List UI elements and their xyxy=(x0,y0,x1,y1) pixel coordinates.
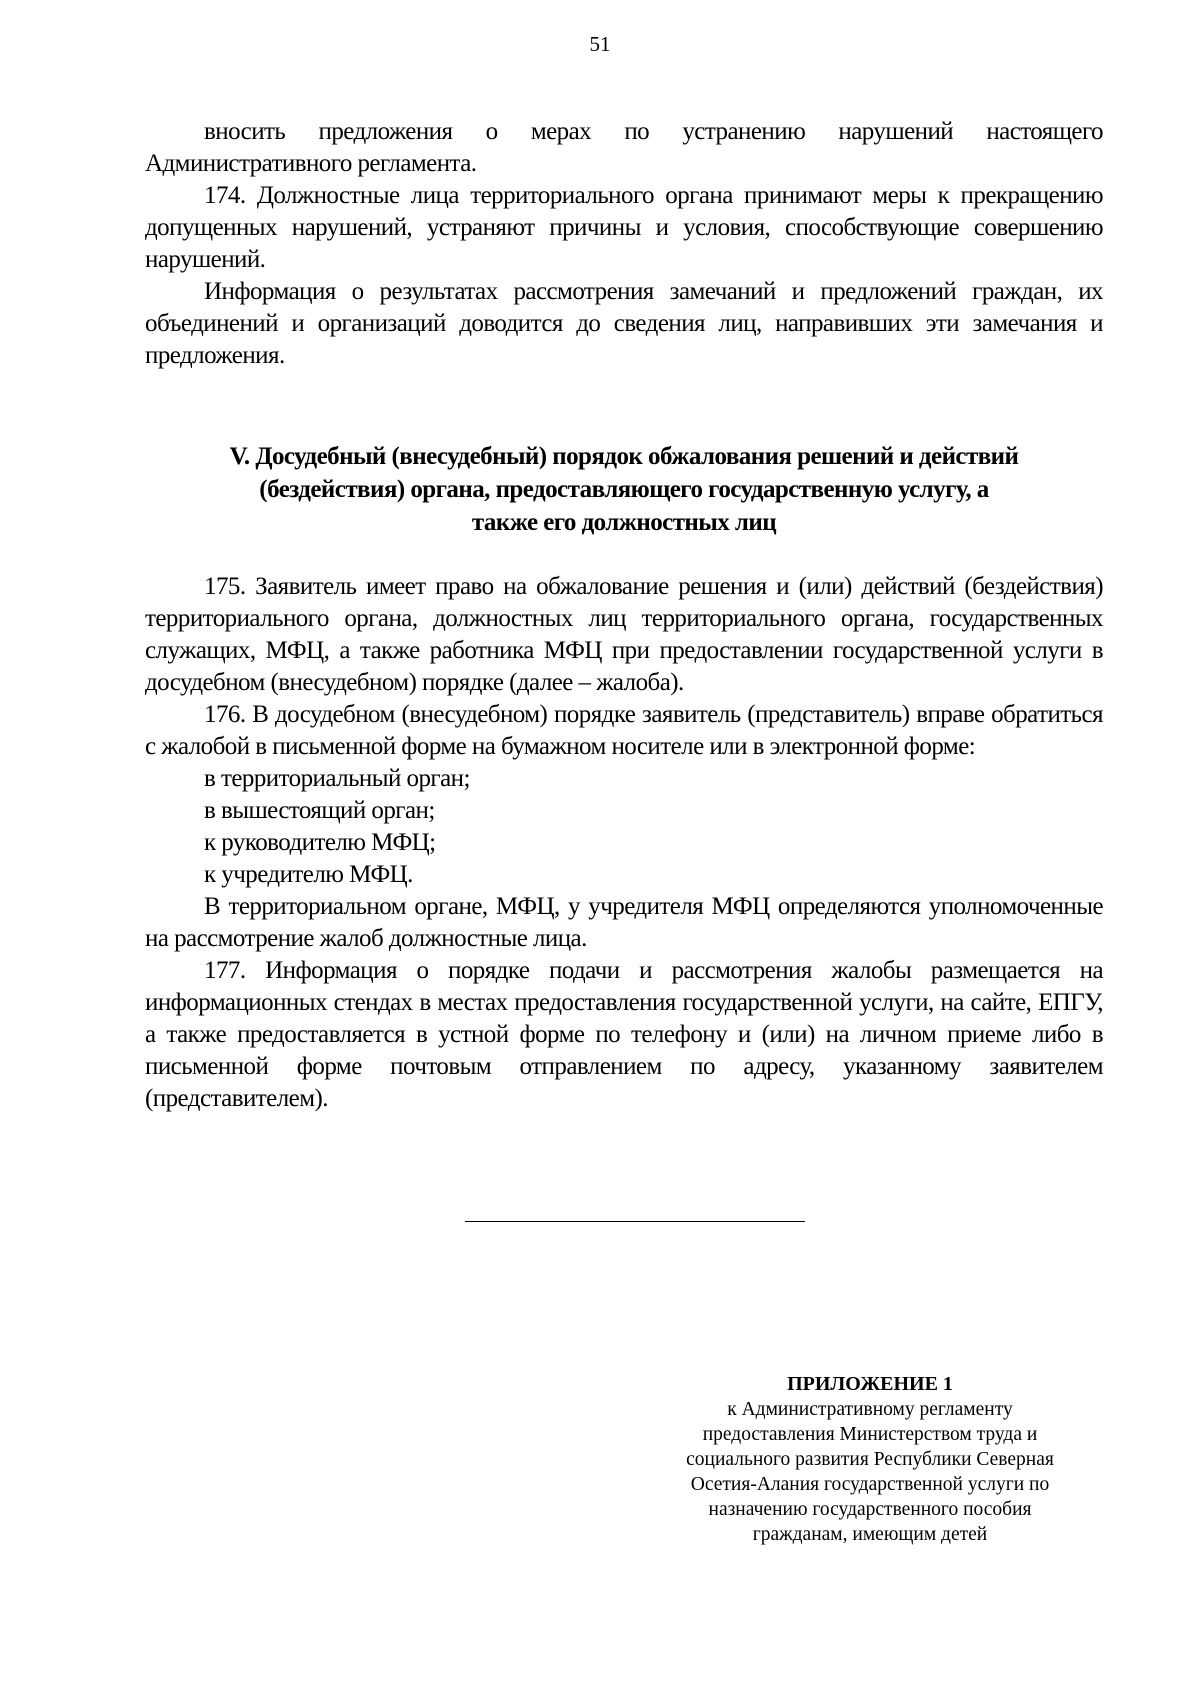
page-number: 51 xyxy=(589,32,611,56)
appendix-line: гражданам, имеющим детей xyxy=(752,1524,988,1545)
list-item: в вышестоящий орган; xyxy=(204,797,435,824)
section-heading-line-3: также его должностных лиц xyxy=(471,509,777,536)
section-heading-line-2: (бездействия) органа, предоставляющего государственную услугу, а xyxy=(259,476,989,503)
appendix-title: ПРИЛОЖЕНИЕ 1 xyxy=(787,1373,953,1395)
appendix-line: социального развития Республики Северная xyxy=(686,1449,1054,1470)
list-item: к учредителю МФЦ. xyxy=(204,861,413,888)
appendix-line: Осетия-Алания государственной услуги по xyxy=(690,1474,1050,1495)
paragraph-proposals: вносить предложения о мерах по устранению нарушений настоящего Административного регламента. xyxy=(145,118,1103,177)
list-item: в территориальный орган; xyxy=(204,765,470,792)
appendix-line: предоставления Министерством труда и xyxy=(702,1424,1038,1445)
top-text-block xyxy=(145,116,1103,372)
paragraph-177: 177. Информация о порядке подачи и рассмотрения жалобы размещается на информационных стендах в местах предоставления государственной услуги, на сайте, ЕПГУ, а также предоставляется в устной форме по телефону и (или) на личном приеме либо в письменной форме почтовым отправлением по адресу, указанному заявителем (представителем). xyxy=(145,957,1103,1112)
section-heading xyxy=(145,440,1103,539)
paragraph-176: 176. В досудебном (внесудебном) порядке заявитель (представитель) вправе обратиться с жалобой в письменной форме на бумажном носителе или в электронной форме: xyxy=(145,701,1103,760)
section-text-block xyxy=(145,571,1103,1115)
appendix-block xyxy=(640,1372,1100,1547)
paragraph-175: 175. Заявитель имеет право на обжалование решения и (или) действий (бездействия) территориального органа, должностных лиц территориального органа, государственных служащих, МФЦ, а также работника МФЦ при предоставлении государственной услуги в досудебном (внесудебном) порядке (далее – жалоба). xyxy=(145,573,1103,696)
paragraph-174: 174. Должностные лица территориального органа принимают меры к прекращению допущенных нарушений, устраняют причины и условия, способствующие совершению нарушений. xyxy=(145,182,1103,273)
paragraph-information-results: Информация о результатах рассмотрения замечаний и предложений граждан, их объединений и организаций доводится до сведения лиц, направивших эти замечания и предложения. xyxy=(145,278,1103,369)
section-heading-line-1: V. Досудебный (внесудебный) порядок обжалования решений и действий xyxy=(229,443,1019,470)
appendix-line: назначению государственного пособия xyxy=(708,1499,1032,1520)
paragraph-authorized-officials: В территориальном органе, МФЦ, у учредителя МФЦ определяются уполномоченные на рассмотрение жалоб должностные лица. xyxy=(145,893,1103,952)
list-item: к руководителю МФЦ; xyxy=(204,829,436,856)
separator-line xyxy=(465,1221,805,1222)
appendix-line: к Административному регламенту xyxy=(727,1399,1013,1420)
